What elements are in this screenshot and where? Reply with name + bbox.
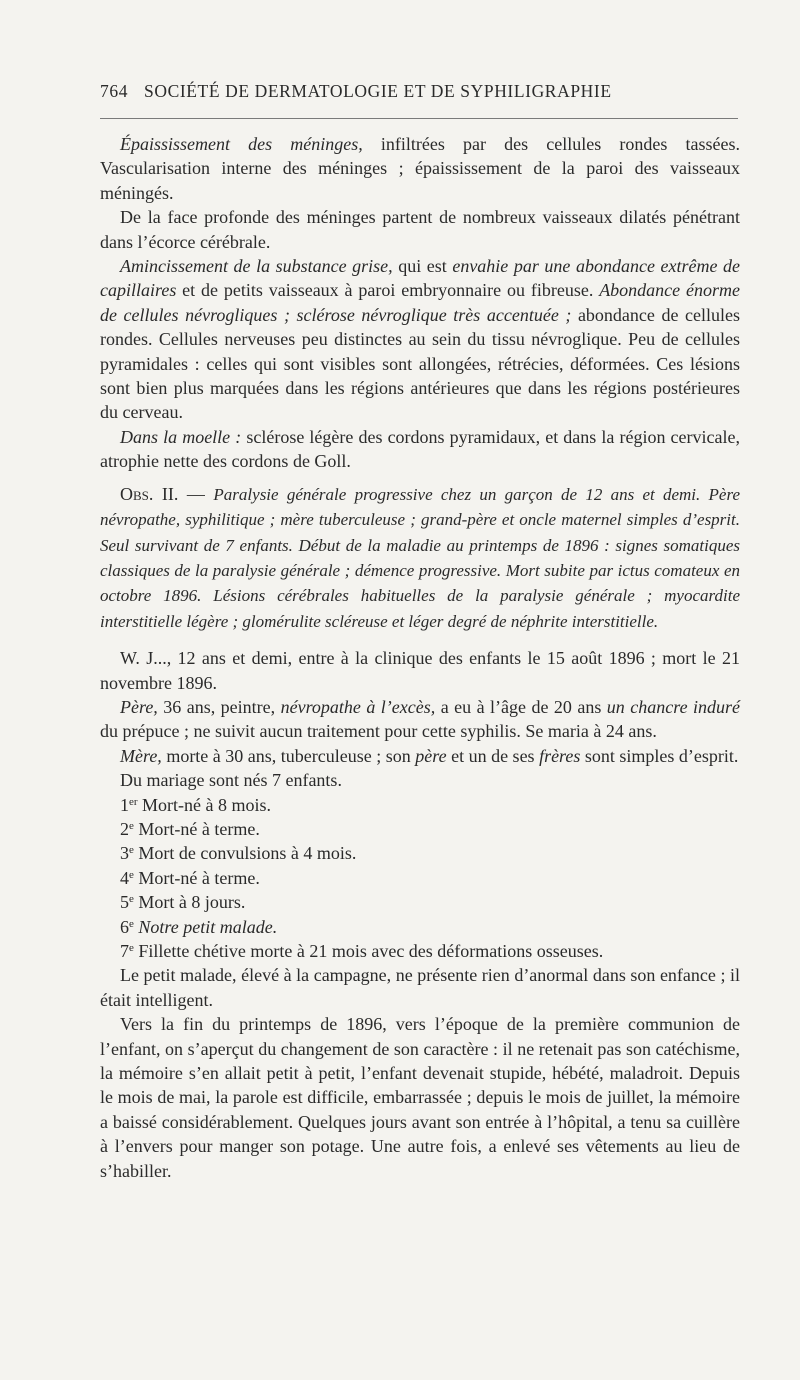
observation-label: Obs. II.	[120, 483, 179, 504]
ordinal: 4	[120, 867, 129, 888]
ordinal: 7	[120, 941, 129, 961]
paragraph-grey-matter	[100, 254, 740, 425]
paragraph-siblings-intro: Du mariage sont nés 7 enfants.	[120, 770, 342, 791]
ordinal-suffix: e	[129, 844, 134, 857]
paragraph-vessels: De la face profonde des méninges partent de nombreux vaisseaux dilatés pénétrant dans l’écorce cérébrale.	[100, 207, 740, 252]
ordinal-suffix: e	[129, 868, 134, 881]
list-item	[100, 915, 740, 939]
paragraph-mother	[100, 744, 740, 768]
list-item	[100, 817, 740, 841]
ordinal: 3	[120, 843, 129, 864]
text: et un de ses	[446, 745, 540, 766]
emphasis: Amincissement de la substance grise,	[120, 256, 393, 277]
paragraph-father	[100, 695, 740, 744]
text: infiltrées par des cellules rondes tassées. Vascularisation interne des méninges ; épaississement de la paroi des vaisseaux méningés.	[100, 134, 740, 203]
paragraph-patient: W. J..., 12 ans et demi, entre à la clinique des enfants le 15 août 1896 ; mort le 21 novembre 1896.	[100, 648, 740, 693]
emphasis: envahie par une abondance extrême de capillaires	[100, 256, 740, 301]
text: sclérose légère des cordons pyramidaux, et dans la région cervicale, atrophie nette des cordons de Goll.	[100, 426, 740, 472]
emphasis: névropathe à l’excès,	[280, 696, 436, 717]
emphasis: Dans la moelle :	[120, 426, 242, 447]
ordinal-suffix: e	[129, 917, 134, 930]
list-item-text: Mort de convulsions à 4 mois.	[133, 843, 357, 864]
ordinal: 6	[120, 916, 129, 937]
observation-heading	[100, 482, 740, 634]
text: a eu à l’âge de 20 ans	[435, 696, 607, 717]
ordinal-suffix: e	[129, 819, 134, 832]
paragraph-meninges	[100, 132, 740, 205]
list-item	[100, 939, 740, 963]
list-item-text: Fillette chétive morte à 21 mois avec des déformations osseuses.	[133, 941, 604, 961]
observation-summary: Paralysie générale progressive chez un garçon de 12 ans et demi. Père névropathe, syphilitique ; mère tuberculeuse ; grand-père et oncle maternel simples d’esprit. Seul survivant de 7 enfants. Début de la maladie au printemps de 1896 : signes somatiques classiques de la paralysie générale ; démence progressive. Mort subite par ictus comateux en octobre 1896. Lésions cérébrales habituelles de la paralysie générale ; myocardite interstitielle légère ; glomérulite scléreuse et léger degré de néphrite interstitielle.	[100, 484, 740, 631]
header-rule	[100, 118, 738, 119]
ordinal: 5	[120, 892, 129, 913]
paragraph-onset: Vers la fin du printemps de 1896, vers l’époque de la première communion de l’enfant, on s’aperçut du changement de son caractère : il ne retenait pas son catéchisme, la mémoire s’en allait petit à petit, l’enfant devenait stupide, hébété, maladroit. Depuis le mois de mai, la parole est difficile, embarrassée ; depuis le mois de juillet, la mémoire a baissé considérablement. Quelques jours avant son entrée à l’hôpital, a tenu sa cuillère à l’envers pour manger son potage. Une autre fois, a enlevé ses vêtements au lieu de s’habiller.	[100, 1014, 740, 1181]
emphasis: Mère,	[120, 745, 162, 766]
running-header	[100, 81, 740, 109]
list-item	[100, 793, 740, 817]
emphasis: Père,	[120, 696, 158, 717]
ordinal: 1	[120, 794, 129, 815]
ordinal: 2	[120, 818, 129, 839]
text: 36 ans, peintre,	[157, 696, 281, 717]
children-list	[100, 793, 740, 964]
paragraph-spinal-cord	[100, 425, 740, 474]
text: du prépuce ; ne suivit aucun traitement pour cette syphilis. Se maria à 24 ans.	[100, 721, 657, 742]
emphasis: frères	[539, 745, 581, 766]
page-body	[100, 132, 740, 1183]
page-number: 764	[100, 81, 129, 101]
text: morte à 30 ans, tuberculeuse ; son	[161, 745, 416, 766]
text: sont simples d’esprit.	[580, 745, 739, 766]
text: et de petits vaisseaux à paroi embryonnaire ou fibreuse.	[176, 280, 600, 301]
emphasis: père	[415, 745, 447, 766]
list-item	[100, 866, 740, 890]
ordinal-suffix: e	[129, 893, 134, 906]
list-item-text: Mort-né à 8 mois.	[137, 794, 272, 815]
text: —	[178, 483, 214, 504]
ordinal-suffix: e	[129, 942, 134, 954]
emphasis: un chancre induré	[606, 696, 740, 717]
ordinal-suffix: er	[129, 795, 138, 808]
text: abondance de cellules rondes. Cellules nerveuses peu distinctes au sein du tissu névroglique. Peu de cellules pyramidales : celles qui sont visibles sont allongées, rétrécies, déformées. Ces lésions sont bien plus marquées dans les régions antérieures que dans les régions postérieures du cerveau.	[100, 304, 740, 423]
list-item	[100, 841, 740, 865]
list-item-text: Notre petit malade.	[133, 916, 278, 937]
list-item-text: Mort-né à terme.	[133, 818, 260, 839]
list-item	[100, 890, 740, 914]
list-item-text: Mort à 8 jours.	[133, 892, 246, 913]
list-item-text: Mort-né à terme.	[133, 867, 260, 888]
paragraph-childhood: Le petit malade, élevé à la campagne, ne présente rien d’anormal dans son enfance ; il était intelligent.	[100, 965, 740, 1010]
running-title: SOCIÉTÉ DE DERMATOLOGIE ET DE SYPHILIGRAPHIE	[144, 81, 612, 101]
text: qui est	[392, 256, 453, 277]
emphasis: Abondance énorme de cellules névrogliques ; sclérose névroglique très accentuée ;	[100, 280, 740, 325]
emphasis: Épaississement des méninges,	[120, 134, 363, 154]
